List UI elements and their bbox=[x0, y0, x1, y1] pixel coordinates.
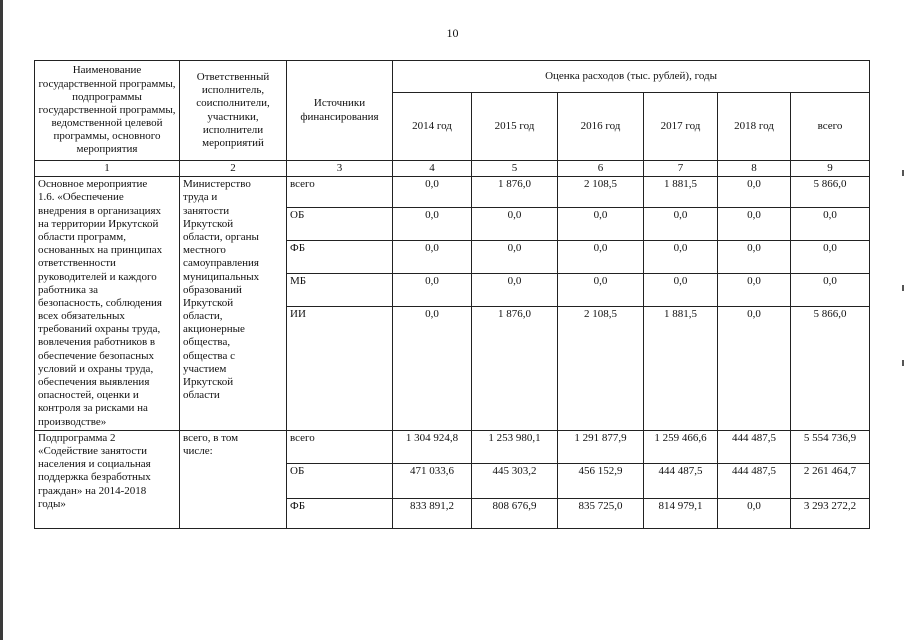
header-executor: Ответственный исполнитель, соисполнители, участники, исполнители мероприятий bbox=[180, 61, 287, 161]
column-number: 2 bbox=[180, 161, 287, 177]
value-cell: 0,0 bbox=[644, 241, 718, 274]
subprogram-executor: всего, в том числе: bbox=[180, 430, 287, 528]
value-cell: 2 261 464,7 bbox=[791, 463, 870, 498]
value-cell: 0,0 bbox=[393, 177, 472, 208]
value-cell: 444 487,5 bbox=[644, 463, 718, 498]
value-cell: 0,0 bbox=[718, 274, 791, 307]
value-cell: 1 881,5 bbox=[644, 177, 718, 208]
value-cell: 1 876,0 bbox=[472, 177, 558, 208]
column-number: 6 bbox=[558, 161, 644, 177]
funding-source: ОБ bbox=[287, 208, 393, 241]
value-cell: 5 866,0 bbox=[791, 307, 870, 431]
value-cell: 833 891,2 bbox=[393, 498, 472, 528]
page-number: 10 bbox=[446, 26, 459, 40]
header-year-2015: 2015 год bbox=[472, 93, 558, 161]
value-cell: 471 033,6 bbox=[393, 463, 472, 498]
value-cell: 1 259 466,6 bbox=[644, 430, 718, 463]
funding-source: МБ bbox=[287, 274, 393, 307]
table-row bbox=[35, 430, 870, 463]
value-cell: 1 876,0 bbox=[472, 307, 558, 431]
value-cell: 0,0 bbox=[558, 241, 644, 274]
funding-source: всего bbox=[287, 430, 393, 463]
header-program-name: Наименование государственной программы, подпрограммы государственной программы, ведомственной целевой программы, основного мероприятия bbox=[35, 61, 180, 161]
funding-source: ФБ bbox=[287, 498, 393, 528]
funding-source: ФБ bbox=[287, 241, 393, 274]
subprogram-name: Подпрограмма 2 «Содействие занятости населения и социальная поддержка безработных граждан» на 2014-2018 годы» bbox=[35, 430, 180, 528]
value-cell: 0,0 bbox=[791, 274, 870, 307]
value-cell: 814 979,1 bbox=[644, 498, 718, 528]
scan-margin-mark bbox=[902, 360, 904, 366]
value-cell: 444 487,5 bbox=[718, 463, 791, 498]
value-cell: 0,0 bbox=[558, 208, 644, 241]
scan-margin-mark bbox=[902, 285, 904, 291]
value-cell: 0,0 bbox=[644, 274, 718, 307]
header-year-2014: 2014 год bbox=[393, 93, 472, 161]
value-cell: 835 725,0 bbox=[558, 498, 644, 528]
value-cell: 0,0 bbox=[718, 498, 791, 528]
value-cell: 1 881,5 bbox=[644, 307, 718, 431]
header-total: всего bbox=[791, 93, 870, 161]
value-cell: 0,0 bbox=[393, 241, 472, 274]
header-year-2017: 2017 год bbox=[644, 93, 718, 161]
column-number: 9 bbox=[791, 161, 870, 177]
value-cell: 0,0 bbox=[472, 241, 558, 274]
value-cell: 0,0 bbox=[393, 307, 472, 431]
value-cell: 0,0 bbox=[472, 274, 558, 307]
value-cell: 0,0 bbox=[393, 208, 472, 241]
value-cell: 0,0 bbox=[644, 208, 718, 241]
scan-left-edge bbox=[0, 0, 3, 640]
value-cell: 0,0 bbox=[718, 208, 791, 241]
value-cell: 0,0 bbox=[718, 177, 791, 208]
column-number: 8 bbox=[718, 161, 791, 177]
expenditure-table bbox=[34, 60, 870, 529]
column-number: 7 bbox=[644, 161, 718, 177]
value-cell: 5 866,0 bbox=[791, 177, 870, 208]
value-cell: 0,0 bbox=[718, 241, 791, 274]
funding-source: всего bbox=[287, 177, 393, 208]
column-number: 1 bbox=[35, 161, 180, 177]
column-number-row bbox=[35, 161, 870, 177]
header-year-2018: 2018 год bbox=[718, 93, 791, 161]
value-cell: 5 554 736,9 bbox=[791, 430, 870, 463]
header-funding-source: Источники финансирования bbox=[287, 61, 393, 161]
value-cell: 808 676,9 bbox=[472, 498, 558, 528]
value-cell: 3 293 272,2 bbox=[791, 498, 870, 528]
column-number: 4 bbox=[393, 161, 472, 177]
value-cell: 0,0 bbox=[558, 274, 644, 307]
value-cell: 1 291 877,9 bbox=[558, 430, 644, 463]
value-cell: 2 108,5 bbox=[558, 307, 644, 431]
column-number: 5 bbox=[472, 161, 558, 177]
value-cell: 1 253 980,1 bbox=[472, 430, 558, 463]
funding-source: ОБ bbox=[287, 463, 393, 498]
value-cell: 444 487,5 bbox=[718, 430, 791, 463]
value-cell: 2 108,5 bbox=[558, 177, 644, 208]
header-year-2016: 2016 год bbox=[558, 93, 644, 161]
funding-source: ИИ bbox=[287, 307, 393, 431]
value-cell: 0,0 bbox=[791, 241, 870, 274]
activity-executor: Министерство труда и занятости Иркутской области, органы местного самоуправления муниципальных образований Иркутской области, акционерные общества, общества с участием Иркутской области bbox=[180, 177, 287, 431]
value-cell: 0,0 bbox=[718, 307, 791, 431]
value-cell: 0,0 bbox=[472, 208, 558, 241]
table-row bbox=[35, 177, 870, 208]
value-cell: 456 152,9 bbox=[558, 463, 644, 498]
column-number: 3 bbox=[287, 161, 393, 177]
value-cell: 0,0 bbox=[393, 274, 472, 307]
value-cell: 0,0 bbox=[791, 208, 870, 241]
scan-margin-mark bbox=[902, 170, 904, 176]
activity-name: Основное мероприятие 1.6. «Обеспечение внедрения в организациях на территории Иркутской области программ, основанных на принципах ответственности руководителей и каждого работника за безопасность, соблюдения всех обязательных требований охраны труда, вовлечения работников в обеспечение безопасных условий и охраны труда, обеспечения выявления опасностей, оценки и контроля за рисками на производстве» bbox=[35, 177, 180, 431]
value-cell: 1 304 924,8 bbox=[393, 430, 472, 463]
header-expense-estimate: Оценка расходов (тыс. рублей), годы bbox=[393, 61, 870, 93]
value-cell: 445 303,2 bbox=[472, 463, 558, 498]
